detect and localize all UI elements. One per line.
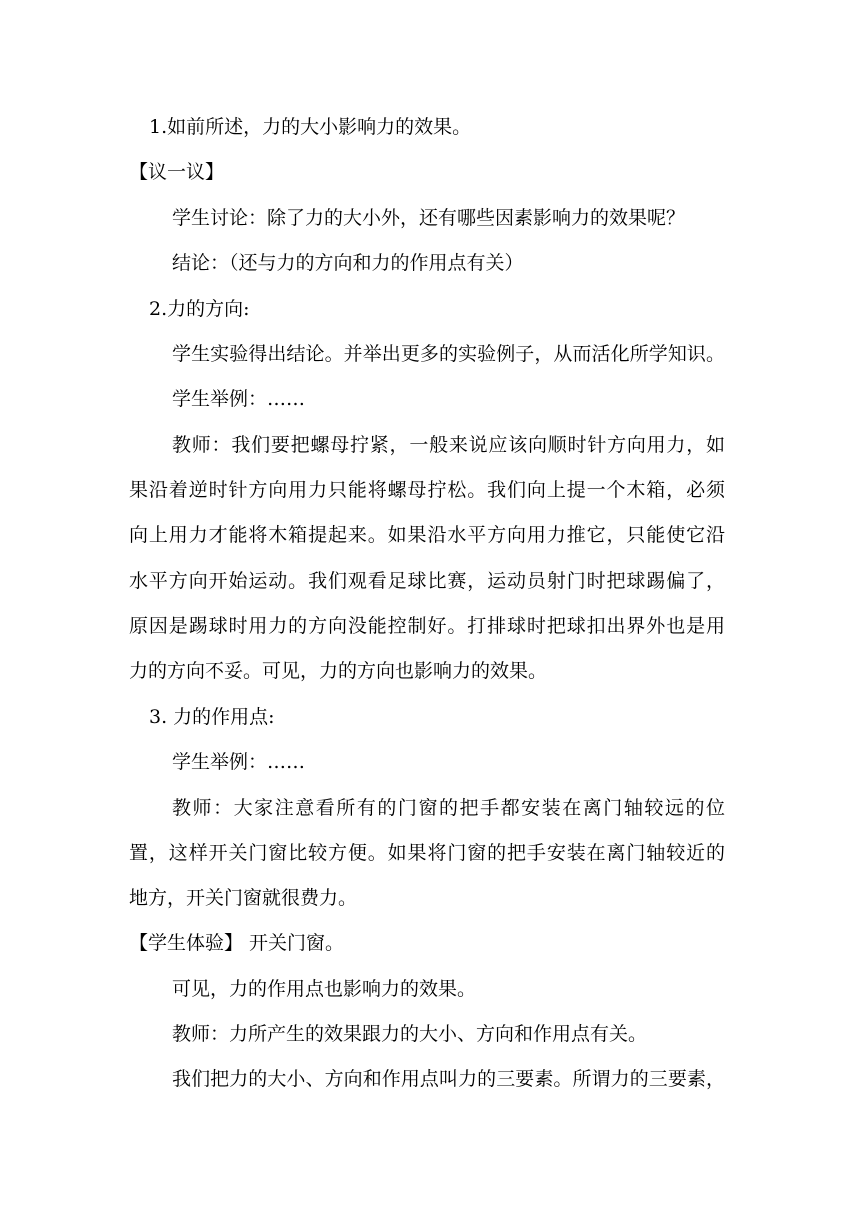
teacher-paragraph-1-line-1: 教师：我们要把螺母拧紧，一般来说应该向顺时针方向用力，如 <box>172 434 725 456</box>
conclusion: 结论：（还与力的方向和力的作用点有关） <box>172 252 524 274</box>
teacher-paragraph-1-line-6: 力的方向不妥。可见，力的方向也影响力的效果。 <box>129 660 548 682</box>
teacher-paragraph-2-line-3: 地方，开关门窗就很费力。 <box>129 887 358 909</box>
teacher-paragraph-2-line-1: 教师：大家注意看所有的门窗的把手都安装在离门轴较远的位 <box>172 797 725 819</box>
point-1-heading: 1.如前所述，力的大小影响力的效果。 <box>149 116 472 138</box>
teacher-summary: 教师：力所产生的效果跟力的大小、方向和作用点有关。 <box>172 1023 648 1045</box>
point-3-heading: 3. 力的作用点: <box>149 706 275 728</box>
student-experience: 【学生体验】 开关门窗。 <box>129 932 345 954</box>
student-examples-1: 学生举例：…… <box>172 388 306 410</box>
teacher-paragraph-1-line-5: 原因是踢球时用力的方向没能控制好。打排球时把球扣出界外也是用 <box>129 615 725 637</box>
student-experiment: 学生实验得出结论。并举出更多的实验例子，从而活化所学知识。 <box>172 343 725 365</box>
student-examples-2: 学生举例：…… <box>172 751 306 773</box>
point-2-heading: 2.力的方向: <box>149 298 250 320</box>
application-point-effect: 可见，力的作用点也影响力的效果。 <box>172 978 477 1000</box>
teacher-paragraph-1-line-4: 水平方向开始运动。我们观看足球比赛，运动员射门时把球踢偏了， <box>129 570 725 592</box>
teacher-paragraph-2-line-2: 置，这样开关门窗比较方便。如果将门窗的把手安装在离门轴较近的 <box>129 842 725 864</box>
three-elements-definition: 我们把力的大小、方向和作用点叫力的三要素。所谓力的三要素， <box>172 1068 725 1090</box>
discussion-heading: 【议一议】 <box>129 161 225 183</box>
teacher-paragraph-1-line-3: 向上用力才能将木箱提起来。如果沿水平方向用力推它，只能使它沿 <box>129 524 725 546</box>
student-discussion: 学生讨论：除了力的大小外，还有哪些因素影响力的效果呢？ <box>172 207 686 229</box>
teacher-paragraph-1-line-2: 果沿着逆时针方向用力只能将螺母拧松。我们向上提一个木箱，必须 <box>129 479 725 501</box>
